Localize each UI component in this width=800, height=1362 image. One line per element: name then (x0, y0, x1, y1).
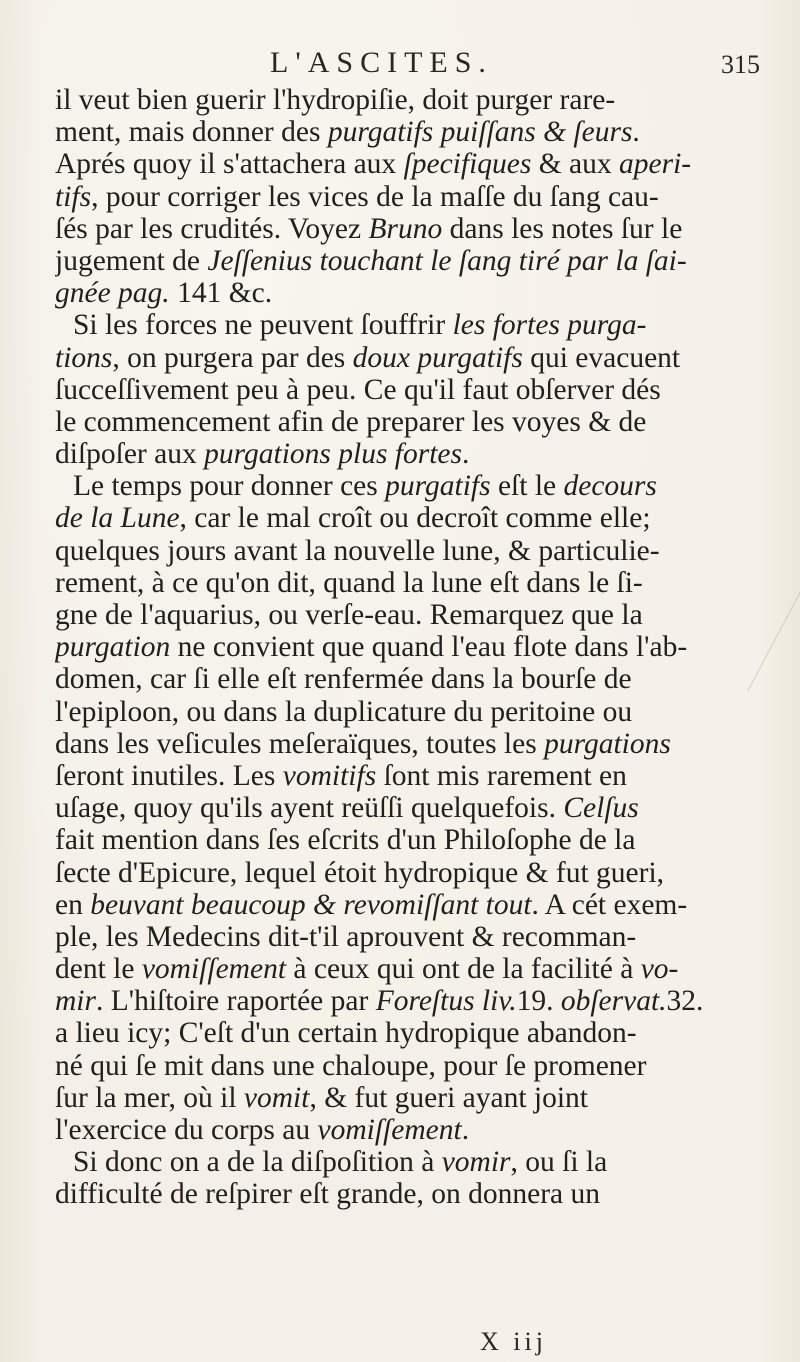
text-run: le commencement afin de preparer les voyes & de (55, 405, 647, 438)
text-line (55, 438, 767, 470)
text-run: qui evacuent (522, 341, 681, 374)
italic-text: vomiſſement (317, 1114, 462, 1146)
text-line (55, 342, 767, 374)
text-line (55, 1050, 767, 1082)
text-run: l'exercice du corps au (55, 1114, 318, 1146)
italic-text: purgatifs (385, 470, 491, 503)
text-run: . (632, 116, 640, 149)
text-run: , pour corriger les vices de la maſſe du ſang cau- (91, 180, 659, 213)
italic-text: Jeſſenius touchant le ſang tiré par la ſai- (207, 244, 687, 277)
text-line (55, 889, 767, 921)
text-line (55, 84, 767, 116)
text-run: diſpoſer aux (55, 438, 205, 471)
text-run: ment, mais donner des (55, 116, 328, 149)
italic-text: tions (55, 341, 113, 374)
text-line (55, 535, 767, 567)
page-number: 315 (721, 50, 760, 79)
italic-text: Celſus (563, 792, 639, 825)
text-line (55, 824, 767, 856)
text-run: jugement de (55, 244, 208, 277)
text-run: a lieu icy; C'eſt d'un certain hydropique abandon- (55, 1017, 637, 1050)
text-run: à ceux qui ont de la facilité à (286, 953, 641, 986)
signature-mark: X iij (480, 1327, 547, 1356)
text-run: ſecte d'Epicure, lequel étoit hydropique & fut gueri, (55, 856, 665, 889)
italic-text: Bruno (368, 212, 443, 245)
text-run: l'epiploon, ou dans la duplicature du peritoine ou (55, 695, 633, 728)
text-run: ſés par les crudités. Voyez (55, 212, 369, 245)
text-run: domen, car ſi elle eſt renfermée dans la bourſe de (55, 663, 632, 696)
text-line (55, 567, 767, 599)
body-text (55, 84, 767, 1211)
text-run: rement, à ce qu'on dit, quand la lune eſt dans le ſi- (55, 566, 643, 599)
text-run: ſur la mer, où il (55, 1081, 244, 1114)
italic-text: decours (563, 470, 657, 503)
italic-text: vo- (640, 953, 679, 986)
italic-text: purgation (55, 631, 171, 664)
text-run: né qui ſe mit dans une chaloupe, pour ſe promener (55, 1049, 647, 1082)
text-run: Si donc on a de la diſpoſition à (73, 1146, 442, 1179)
text-line (55, 663, 767, 695)
text-line (55, 857, 767, 889)
text-run: Le temps pour donner ces (73, 470, 386, 503)
text-line (55, 470, 767, 502)
italic-text: purgations (544, 727, 671, 760)
italic-text: ſpecifiques (403, 148, 532, 181)
text-line (55, 1178, 767, 1210)
text-run: ne convient que quand l'eau flote dans l'ab- (170, 631, 688, 664)
text-line (55, 406, 767, 438)
text-run: difficulté de reſpirer eſt grande, on donnera un (55, 1178, 600, 1211)
text-run: gne de l'aquarius, ou verſe-eau. Remarquez que la (55, 599, 643, 631)
text-run: uſage, quoy qu'ils ayent reüſſi quelquefois. (55, 792, 564, 825)
text-run: . A cét exem- (531, 888, 688, 921)
text-run: 32. (666, 985, 704, 1018)
text-line (55, 245, 767, 277)
text-line (55, 792, 767, 824)
text-run: ſucceſſivement peu à peu. Ce qu'il faut obſerver dés (55, 373, 661, 406)
text-line (55, 953, 767, 985)
text-run: . (461, 1114, 470, 1146)
text-run: . L'hiſtoire raportée par (95, 985, 376, 1018)
text-line (55, 181, 767, 213)
page-header (60, 46, 760, 86)
text-run: . (462, 438, 470, 471)
text-run: il veut bien guerir l'hydropiſie, doit purger rare- (55, 84, 616, 116)
text-run: ſeront inutiles. Les (55, 759, 283, 792)
text-line (55, 116, 767, 148)
italic-text: vomir (441, 1146, 511, 1179)
italic-text: obſervat. (560, 985, 667, 1018)
italic-text: tifs (55, 180, 92, 213)
text-line (55, 599, 767, 631)
text-run: fait mention dans ſes eſcrits d'un Philoſophe de la (55, 824, 636, 857)
text-line (55, 1114, 767, 1146)
text-run: quelques jours avant la nouvelle lune, & particulie- (55, 534, 660, 567)
text-run: dent le (55, 953, 142, 986)
text-line (55, 1017, 767, 1049)
text-run: 141 &c. (169, 277, 273, 310)
text-line (55, 985, 767, 1017)
text-line (55, 1082, 767, 1114)
italic-text: beuvant beaucoup & revomiſſant tout (90, 888, 532, 921)
running-title: L'ASCITES. (270, 46, 493, 79)
italic-text: doux purgatifs (352, 341, 523, 374)
text-run: Si les forces ne peuvent ſouffrir (73, 309, 453, 342)
text-run: ple, les Medecins dit-t'il aprouvent & recomman- (55, 920, 637, 953)
text-line (55, 728, 767, 760)
italic-text: Foreſtus liv. (375, 985, 517, 1018)
text-line (55, 374, 767, 406)
italic-text: vomit (243, 1081, 310, 1114)
text-run: dans les veſicules meſeraïques, toutes les (55, 727, 545, 760)
italic-text: purgatifs puiſſans & ſeurs (327, 116, 633, 149)
text-line (55, 277, 767, 309)
text-run: eſt le (490, 470, 564, 503)
italic-text: purgations plus fortes (204, 438, 462, 471)
text-run: & aux (531, 148, 620, 181)
text-line (55, 502, 767, 534)
italic-text: aperi- (619, 148, 692, 181)
italic-text: de la Lune (55, 502, 180, 535)
text-line (55, 309, 767, 341)
text-line (55, 696, 767, 728)
italic-text: vomiſſement (141, 953, 287, 986)
italic-text: gnée pag. (55, 277, 170, 310)
text-line (55, 760, 767, 792)
text-run: , & fut gueri ayant joint (309, 1081, 588, 1114)
text-run: , car le mal croît ou decroît comme elle; (179, 502, 651, 535)
text-run: dans les notes ſur le (442, 212, 683, 245)
text-line (55, 213, 767, 245)
text-run: en (55, 888, 91, 921)
text-run: , on purgera par des (112, 341, 353, 374)
italic-text: les fortes purga- (452, 309, 647, 342)
text-line (55, 148, 767, 180)
text-run: 19. (516, 985, 561, 1018)
text-run: Aprés quoy il s'attachera aux (55, 148, 404, 181)
text-line (55, 1146, 767, 1178)
italic-text: mir (55, 985, 96, 1018)
text-run: , ou ſi la (510, 1146, 608, 1179)
italic-text: vomitifs (282, 759, 377, 792)
text-line (55, 631, 767, 663)
text-line (55, 921, 767, 953)
text-run: ſont mis rarement en (376, 759, 627, 792)
